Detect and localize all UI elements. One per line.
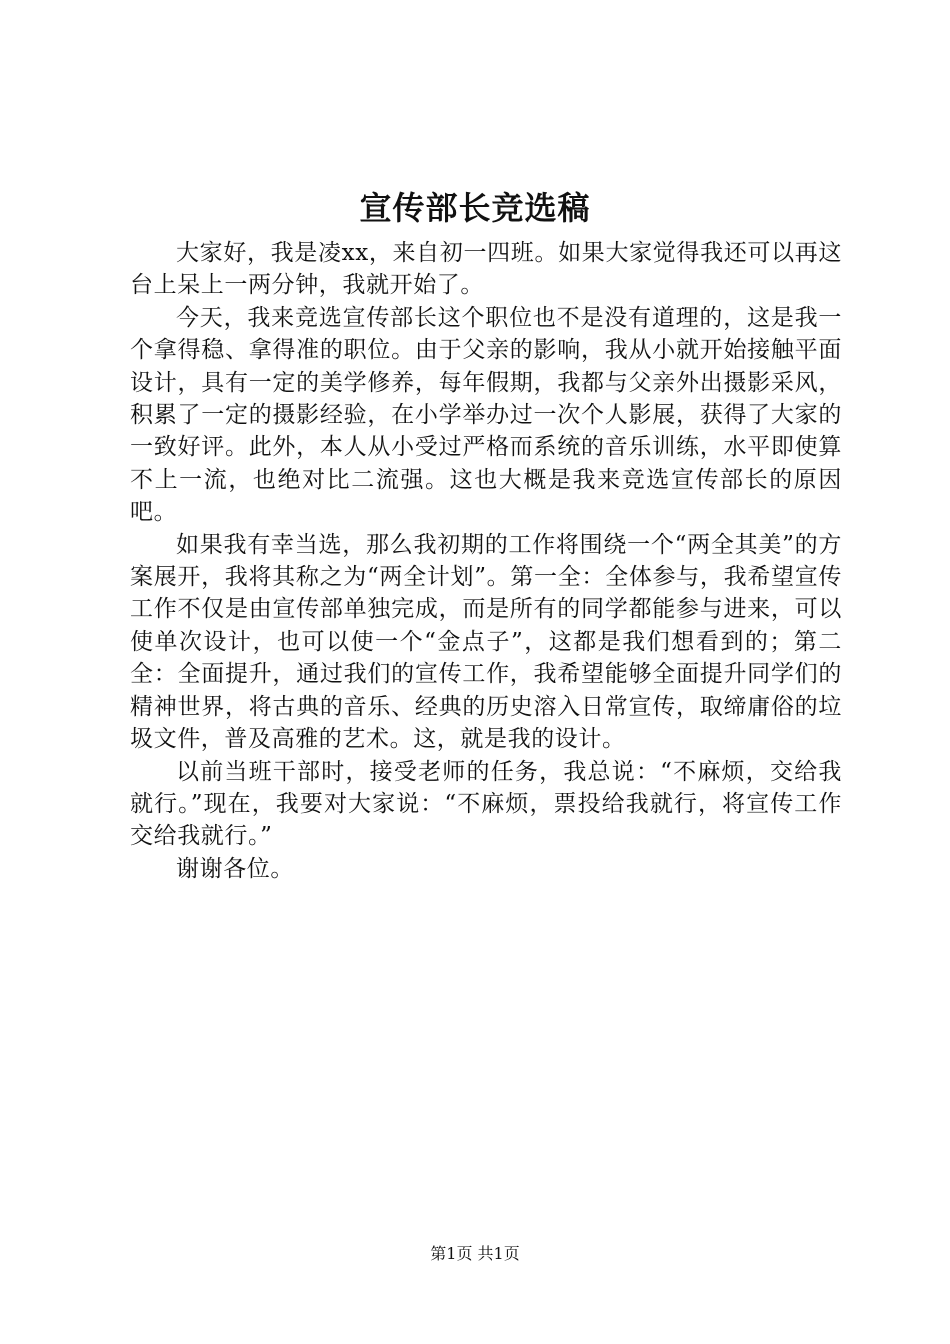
paragraph-greeting: 大家好，我是凌xx，来自初一四班。如果大家觉得我还可以再这台上呆上一两分钟，我就开始了。 bbox=[130, 240, 842, 299]
paragraph-thanks: 谢谢各位。 bbox=[176, 855, 294, 882]
document-title: 宣传部长竞选稿 bbox=[359, 189, 591, 227]
document-body bbox=[130, 237, 842, 885]
page-footer: 第1页 共1页 bbox=[430, 1244, 520, 1263]
paragraph-plan: 如果我有幸当选，那么我初期的工作将围绕一个“两全其美”的方案展开，我将其称之为“两全计划”。第一全：全体参与，我希望宣传工作不仅是由宣传部单独完成，而是所有的同学都能参与进来，可以使单次设计，也可以使一个“金点子”，这都是我们想看到的；第二全：全面提升，通过我们的宣传工作，我希望能够全面提升同学们的精神世界，将古典的音乐、经典的历史溶入日常宣传，取缔庸俗的垃圾文件，普及高雅的艺术。这，就是我的设计。 bbox=[130, 531, 842, 753]
paragraph-appeal: 以前当班干部时，接受老师的任务，我总说：“不麻烦，交给我就行。”现在，我要对大家说：“不麻烦，票投给我就行，将宣传工作交给我就行。” bbox=[130, 758, 842, 850]
paragraph-qualifications: 今天，我来竞选宣传部长这个职位也不是没有道理的，这是我一个拿得稳、拿得准的职位。由于父亲的影响，我从小就开始接触平面设计，具有一定的美学修养，每年假期，我都与父亲外出摄影采风，积累了一定的摄影经验，在小学举办过一次个人影展，获得了大家的一致好评。此外，本人从小受过严格而系统的音乐训练，水平即使算不上一流，也绝对比二流强。这也大概是我来竞选宣传部长的原因吧。 bbox=[130, 304, 842, 526]
